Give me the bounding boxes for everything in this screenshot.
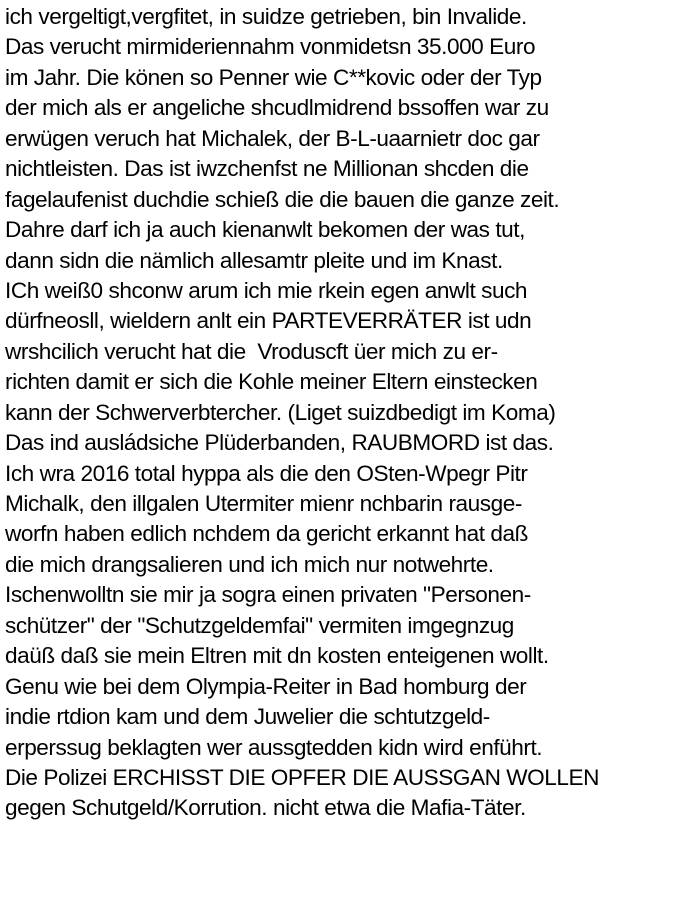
text-line: daüß daß sie mein Eltren mit dn kosten enteigenen wollt. (5, 643, 549, 669)
text-line: Das verucht mirmideriennahm vonmidetsn 35.000 Euro (5, 34, 536, 60)
text-line: schützer" der "Schutzgeldemfai" vermiten imgegnzug (5, 612, 514, 638)
text-line: erperssug beklagten wer aussgtedden kidn wird enführt. (5, 734, 543, 760)
document-text-body (5, 2, 684, 824)
text-line: fagelaufenist duchdie schieß die die bauen die ganze zeit. (5, 186, 560, 212)
text-line: erwügen veruch hat Michalek, der B-L-uaarnietr doc gar (5, 125, 540, 151)
text-line: die mich drangsalieren und ich mich nur notwehrte. (5, 551, 494, 577)
text-line: ICh weiß0 shconw arum ich mie rkein egen anwlt such (5, 277, 528, 303)
text-line: der mich als er angeliche shcudlmidrend bssoffen war zu (5, 95, 549, 121)
text-line: Ischenwolltn sie mir ja sogra einen privaten "Personen- (5, 582, 531, 608)
text-line: Ich wra 2016 total hyppa als die den OSten-Wpegr Pitr (5, 460, 528, 486)
text-line: dann sidn die nämlich allesamtr pleite und im Knast. (5, 247, 503, 273)
text-line: im Jahr. Die könen so Penner wie C**kovic oder der Typ (5, 64, 542, 90)
text-line: worfn haben edlich nchdem da gericht erkannt hat daß (5, 521, 528, 547)
text-line: nichtleisten. Das ist iwzchenfst ne Millionan shcden die (5, 156, 529, 182)
text-line: dürfneosll, wieldern anlt ein PARTEVERRÄTER ist udn (5, 308, 532, 334)
text-line: Das ind ausládsiche Plüderbanden, RAUBMORD ist das. (5, 430, 554, 456)
text-line: Die Polizei ERCHISST DIE OPFER DIE AUSSGAN WOLLEN (5, 764, 599, 790)
text-line: ich vergeltigt,vergfitet, in suidze getrieben, bin Invalide. (5, 4, 527, 29)
text-line: Dahre darf ich ja auch kienanwlt bekomen der was tut, (5, 217, 525, 243)
text-line: indie rtdion kam und dem Juwelier die schtutzgeld- (5, 704, 490, 730)
text-line: wrshcilich verucht hat die Vroduscft üer mich zu er- (5, 338, 498, 364)
text-line: Genu wie bei dem Olympia-Reiter in Bad homburg der (5, 673, 527, 699)
text-line: Michalk, den illgalen Utermiter mienr nchbarin rausge- (5, 491, 522, 516)
text-line: gegen Schutgeld/Korrution. nicht etwa die Mafia-Täter. (5, 795, 526, 821)
text-line: richten damit er sich die Kohle meiner Eltern einstecken (5, 369, 538, 395)
text-line: kann der Schwerverbtercher. (Liget suizdbedigt im Koma) (5, 399, 556, 425)
